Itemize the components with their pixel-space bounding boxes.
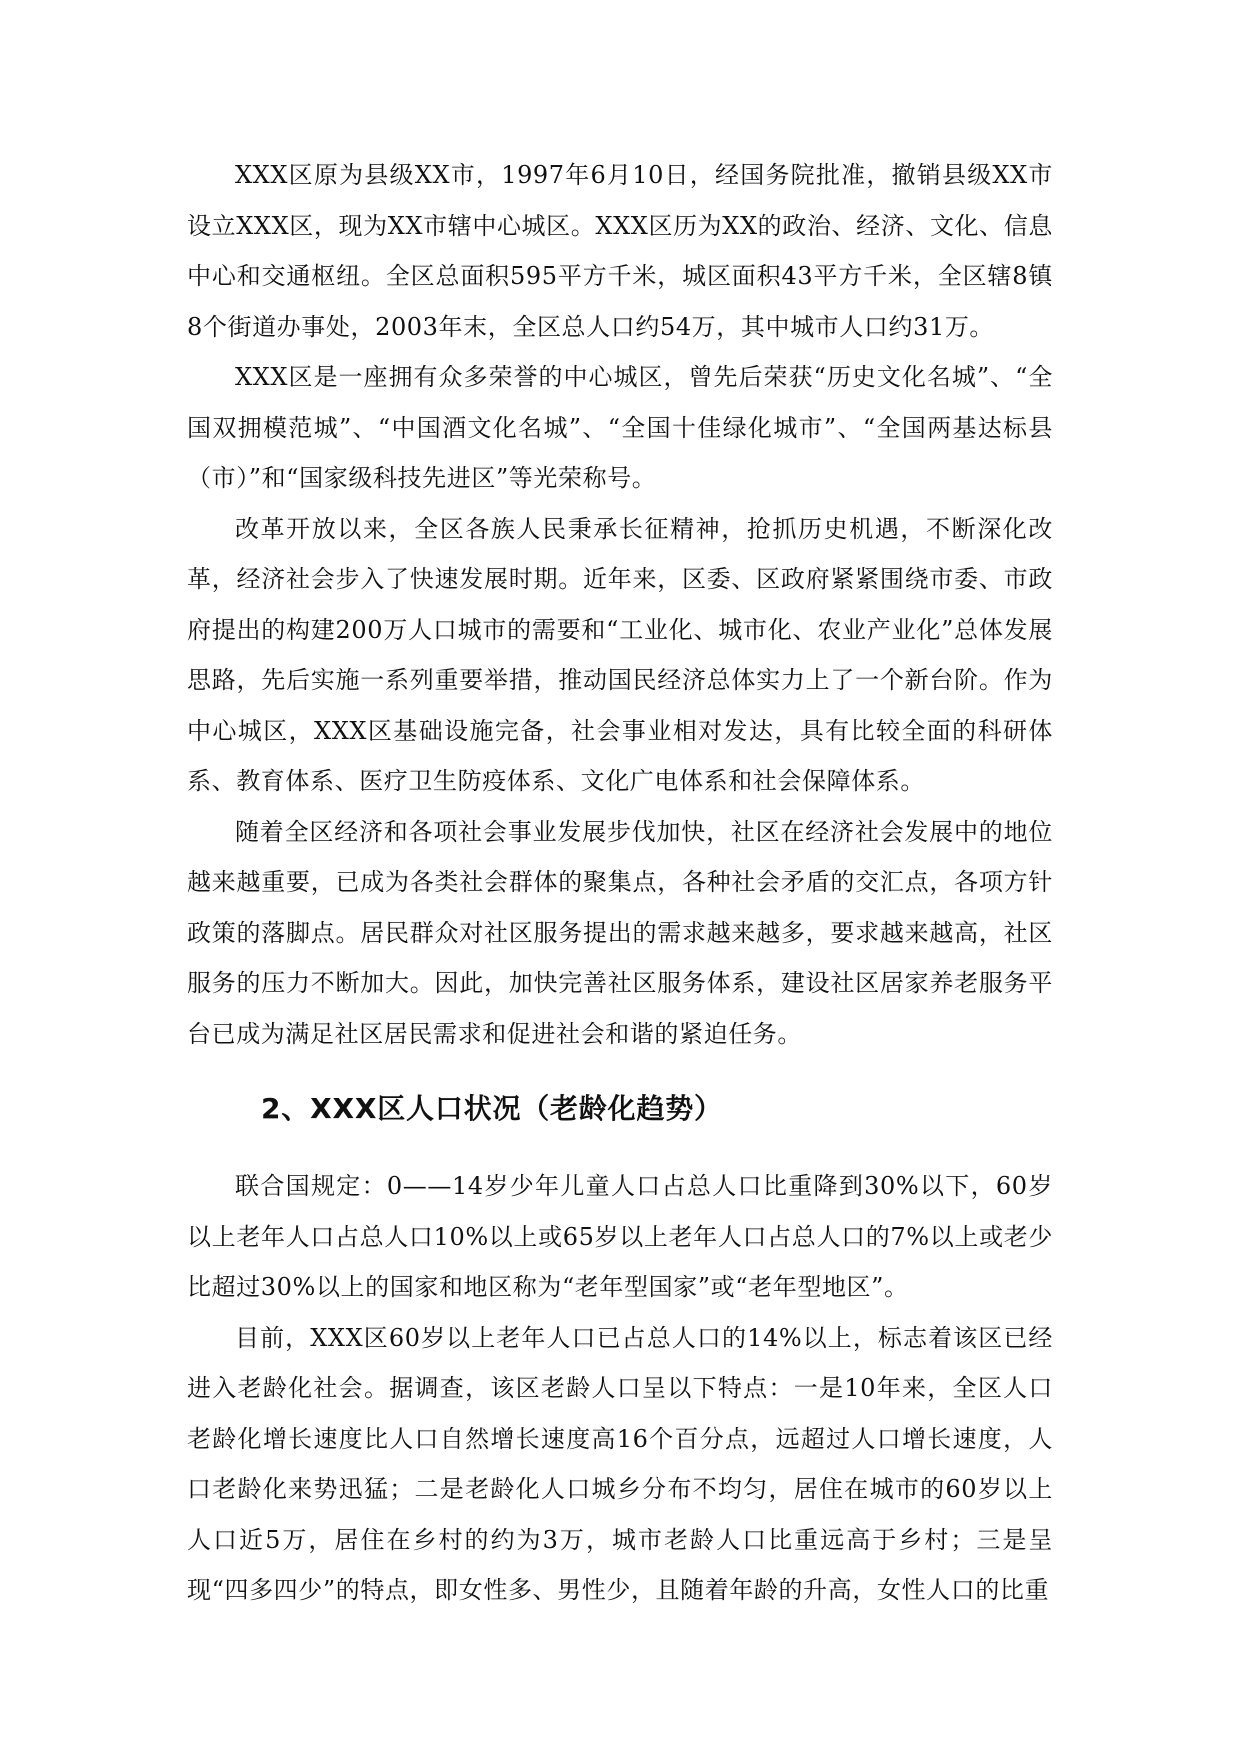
paragraph-community-services: 随着全区经济和各项社会事业发展步伐加快，社区在经济社会发展中的地位越来越重要，已成为各类社会群体的聚集点，各种社会矛盾的交汇点，各项方针政策的落脚点。居民群众对社区服务提出的需求越来越多，要求越来越高，社区服务的压力不断加大。因此，加快完善社区服务体系，建设社区居家养老服务平台已成为满足社区居民需求和促进社会和谐的紧迫任务。 [187,817,1053,1048]
paragraph-district-overview: XXX区原为县级XX市，1997年6月10日，经国务院批准，撤销县级XX市设立XXX区，现为XX市辖中心城区。XXX区历为XX的政治、经济、文化、信息中心和交通枢纽。全区总面积595平方千米，城区面积43平方千米，全区辖8镇8个街道办事处，2003年末，全区总人口约54万，其中城市人口约31万。 [187,161,1053,341]
paragraph-district-honors: XXX区是一座拥有众多荣誉的中心城区，曾先后荣获“历史文化名城”、“全国双拥模范城”、“中国酒文化名城”、“全国十佳绿化城市”、“全国两基达标县（市）”和“国家级科技先进区”等光荣称号。 [187,363,1053,492]
paragraph-un-definition: 联合国规定：0——14岁少年儿童人口占总人口比重降到30%以下，60岁以上老年人口占总人口10%以上或65岁以上老年人口占总人口的7%以上或老少比超过30%以上的国家和地区称为“老年型国家”或“老年型地区”。 [187,1172,1053,1301]
paragraph-reform-development: 改革开放以来，全区各族人民秉承长征精神，抢抓历史机遇，不断深化改革，经济社会步入了快速发展时期。近年来，区委、区政府紧紧围绕市委、市政府提出的构建200万人口城市的需要和“工业化、城市化、农业产业化”总体发展思路，先后实施一系列重要举措，推动国民经济总体实力上了一个新台阶。作为中心城区，XXX区基础设施完备，社会事业相对发达，具有比较全面的科研体系、教育体系、医疗卫生防疫体系、文化广电体系和社会保障体系。 [187,514,1053,795]
section-heading-population: 2、XXX区人口状况（老龄化趋势） [261,1092,723,1125]
document-body [187,150,1053,1616]
paragraph-aging-characteristics: 目前，XXX区60岁以上老年人口已占总人口的14%以上，标志着该区已经进入老龄化社会。据调查，该区老龄人口呈以下特点：一是10年来，全区人口老龄化增长速度比人口自然增长速度高16个百分点，远超过人口增长速度，人口老龄化来势迅猛；二是老龄化人口城乡分布不均匀，居住在城市的60岁以上人口近5万，居住在乡村的约为3万，城市老龄人口比重远高于乡村；三是呈现“四多四少”的特点，即女性多、男性少，且随着年龄的升高，女性人口的比重 [187,1323,1053,1604]
